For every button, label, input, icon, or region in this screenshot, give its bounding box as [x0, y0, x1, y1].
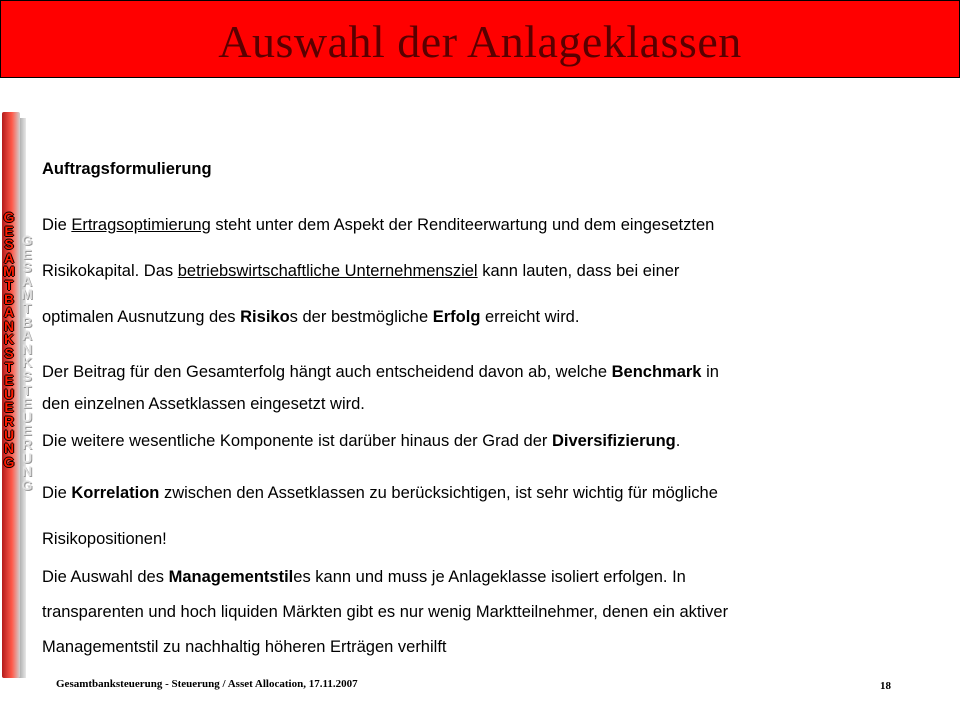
paragraph-4	[42, 470, 942, 562]
page-number: 18	[880, 680, 891, 692]
side-label-letter: A	[21, 272, 33, 289]
p1-line-2: Risikokapital. Das betriebswirtschaftliche Unternehmensziel kann lauten, dass bei einer	[42, 262, 680, 280]
p1-line-3: optimalen Ausnutzung des Risikos der bestmögliche Erfolg erreicht wird.	[42, 308, 580, 326]
side-label-letter: N	[3, 317, 15, 334]
side-label-letter: N	[21, 340, 33, 357]
side-label-letter: E	[4, 222, 14, 239]
paragraph-1	[42, 202, 942, 340]
side-label-letter: R	[21, 435, 33, 452]
side-label-letter: G	[3, 209, 15, 225]
side-label-letter: G	[21, 476, 33, 493]
side-label-letter: S	[22, 259, 32, 276]
side-label-letter: B	[21, 313, 33, 330]
p5-line-3: Managementstil zu nachhaltig höheren Erträgen verhilft	[42, 638, 447, 656]
side-label-letter: B	[3, 290, 15, 307]
p4-line-1: Die Korrelation zwischen den Assetklassen zu berücksichtigen, ist sehr wichtig für mögliche	[42, 484, 718, 502]
footer-text: Gesamtbanksteuerung - Steuerung / Asset Allocation, 17.11.2007	[56, 678, 358, 690]
side-label-letter: T	[22, 299, 32, 316]
side-label-letter: S	[22, 367, 32, 384]
side-label-letter: A	[21, 327, 33, 344]
p1-line-1: Die Ertragsoptimierung steht unter dem Aspekt der Renditeerwartung und dem eingesetzten	[42, 216, 715, 234]
side-label-letter: U	[3, 426, 15, 443]
side-label-letter: U	[21, 449, 33, 466]
side-label-shadow	[18, 234, 36, 492]
paragraph-3: Die weitere wesentliche Komponente ist darüber hinaus der Grad der Diversifizierung.	[42, 432, 681, 450]
side-label-letter: U	[3, 385, 15, 402]
side-label-letter: U	[21, 408, 33, 425]
side-label-letter: S	[4, 236, 14, 253]
side-label-letter: G	[3, 453, 15, 470]
ertragsoptimierung-link: Ertragsoptimierung	[71, 216, 211, 234]
p2-line-1: Der Beitrag für den Gesamterfolg hängt auch entscheidend davon ab, welche Benchmark in	[42, 363, 719, 381]
side-label-letter: K	[21, 354, 33, 371]
p4-line-2: Risikopositionen!	[42, 530, 167, 548]
p2-line-2: den einzelnen Assetklassen eingesetzt wird.	[42, 395, 365, 413]
side-label-letter: T	[4, 358, 14, 375]
side-label-letter: A	[3, 304, 15, 321]
side-label	[0, 211, 18, 469]
side-label-letter: M	[3, 263, 15, 280]
side-label-letter: E	[22, 245, 32, 262]
side-label-letter: E	[4, 372, 14, 389]
side-label-letter: S	[4, 344, 14, 361]
side-label-letter: A	[3, 249, 15, 266]
side-label-letter: G	[21, 232, 33, 248]
side-label-letter: E	[4, 399, 14, 416]
side-label-letter: T	[4, 276, 14, 293]
p5-line-2: transparenten und hoch liquiden Märkten gibt es nur wenig Marktteilnehmer, denen ein aktiver	[42, 603, 729, 621]
side-label-letter: E	[22, 395, 32, 412]
side-label-letter: T	[22, 381, 32, 398]
slide-title: Auswahl der Anlageklassen	[218, 16, 742, 67]
unternehmensziel-link: betriebswirtschaftliche Unternehmensziel	[177, 262, 478, 280]
paragraph-2	[42, 356, 942, 420]
side-label-letter: N	[21, 463, 33, 480]
section-heading: Auftragsformulierung	[42, 160, 212, 178]
p5-line-1: Die Auswahl des Managementstiles kann und muss je Anlageklasse isoliert erfolgen. In	[42, 568, 686, 586]
side-label-letter: N	[3, 440, 15, 457]
side-label-letter: R	[3, 412, 15, 429]
title-bar	[0, 0, 960, 78]
side-label-letter: E	[22, 422, 32, 439]
side-label-letter: K	[3, 331, 15, 348]
paragraph-5	[42, 560, 942, 665]
side-label-letter: M	[21, 286, 33, 303]
